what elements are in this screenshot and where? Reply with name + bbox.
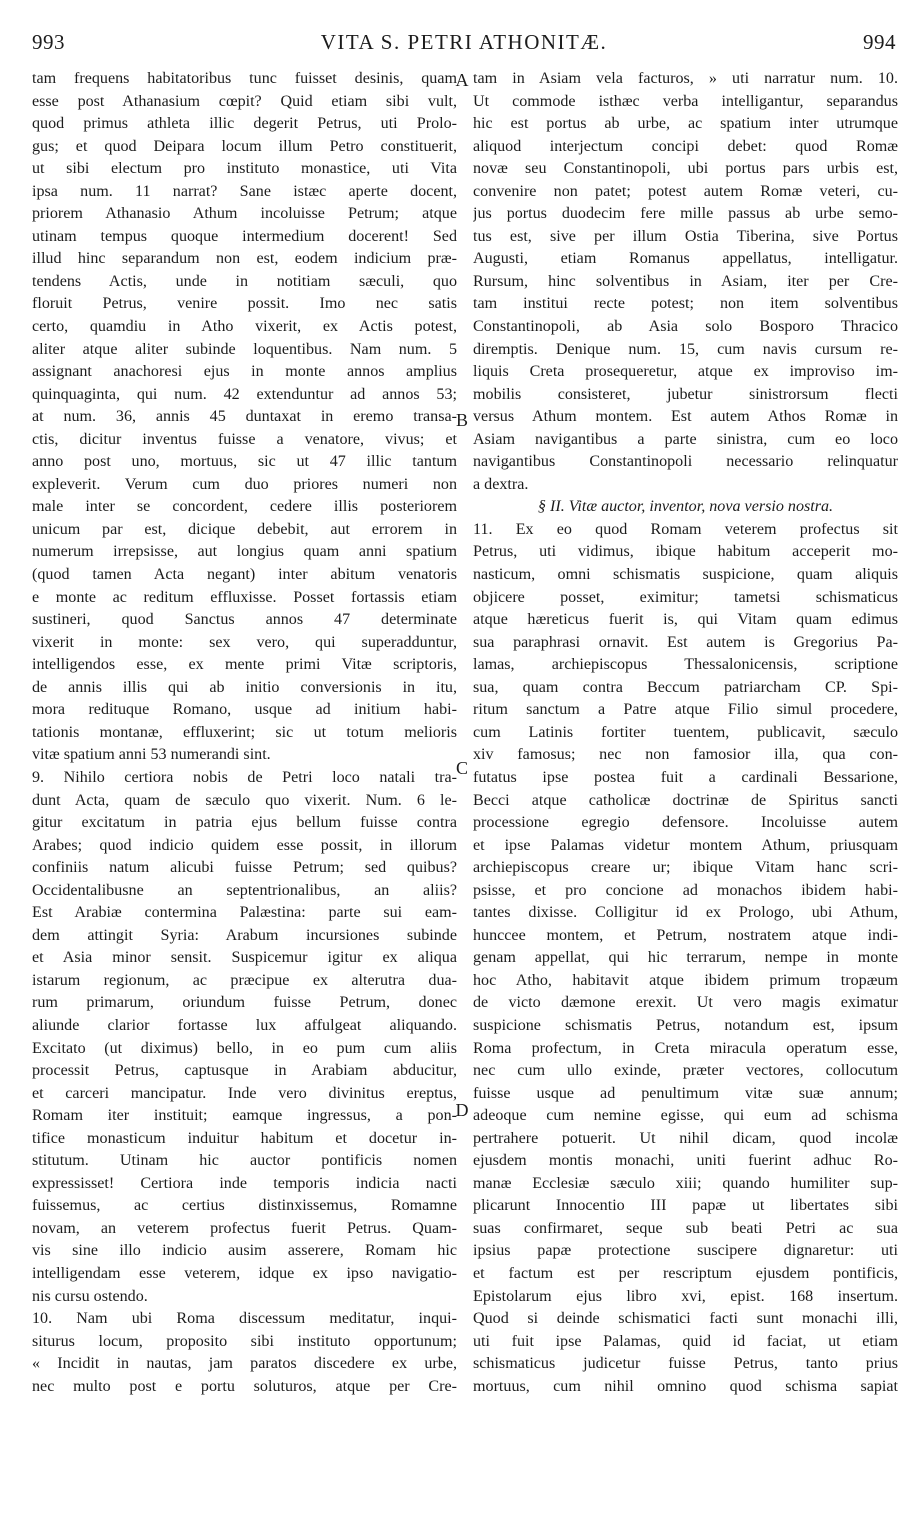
text-line: et ipse Palamas videtur montem Athum, priusquam xyxy=(473,836,898,854)
text-line: nec multo post e portu soluturos, atque per Cre- xyxy=(32,1377,457,1395)
text-line: uti fuit ipse Palamas, quid id faciat, ut etiam xyxy=(473,1332,898,1350)
text-line: liquis Creta prosequeretur, atque ex improviso im- xyxy=(473,363,898,381)
text-line: navigantibus Constantinopoli necessario relinquatur xyxy=(473,453,898,471)
text-line: gitur excitatum in patria ejus bellum fuisse contra xyxy=(32,814,457,832)
text-line: et carceri mancipatur. Inde vero divinitus ereptus, xyxy=(32,1084,457,1102)
text-line: numerum irrepsisse, aut longius quam anni spatium xyxy=(32,543,457,561)
text-line: 10. Nam ubi Roma discessum meditatur, inqui- xyxy=(32,1310,457,1328)
text-line: a dextra. xyxy=(473,475,529,493)
text-line: ipsa num. 11 narrat? Sane istæc aperte docent, xyxy=(32,182,457,200)
text-line: utinam tempus quoque intermedium docerent! Sed xyxy=(32,227,457,245)
text-line: Augusti, etiam Romanus appellatus, intelligatur. xyxy=(473,250,898,268)
text-line: quod primus athleta illic degerit Petrus, uti Prolo- xyxy=(32,115,457,133)
page-number-left: 993 xyxy=(32,30,65,54)
text-line: Epistolarum ejus libro xvi, epist. 168 insertum. xyxy=(473,1287,898,1305)
text-line: fuisse usque ad penultimum vitæ suæ annum; xyxy=(473,1084,898,1102)
text-line: at num. 36, annis 45 duntaxat in eremo transa- xyxy=(32,408,457,426)
margin-letter: C xyxy=(455,758,468,778)
margin-letter: B xyxy=(455,410,468,430)
text-line: ejusdem montis monachi, uniti fuerint adhuc Ro- xyxy=(473,1152,898,1170)
text-line: Roma profectum, in Creta miracula operatum esse, xyxy=(473,1039,898,1057)
text-line: hunccee montem, et Petrum, nostratem atque indi- xyxy=(473,926,898,944)
text-line: ipsius papæ protectione suscipere dignaretur: uti xyxy=(473,1242,898,1260)
text-line: psisse, et pro concione ad monachos ibidem habi- xyxy=(473,881,898,899)
text-line: jus portus duodecim fere mille passus ab urbe semo- xyxy=(473,205,898,223)
text-line: sua, quam contra Beccum patriarcham CP. Spi- xyxy=(473,678,898,696)
text-line: tendens Actis, unde in notitiam sæculi, quo xyxy=(32,272,457,290)
text-line: Occidentalibusne an septentrionalibus, an aliis? xyxy=(32,881,457,899)
text-line: tationis montanæ, effluxerint; sic ut totum melioris xyxy=(32,723,457,741)
margin-letter: A xyxy=(455,70,469,90)
text-line: quinquaginta, qui num. 42 extenduntur ad annos 53; xyxy=(32,385,457,403)
text-line: « Incidit in nautas, jam paratos discedere ex urbe, xyxy=(32,1355,457,1373)
text-line: unicum par est, dicique debebit, aut errorem in xyxy=(32,520,457,538)
text-line: hic est portus ab urbe, ac spatium inter utrumque xyxy=(473,115,898,133)
text-line: tam institui recte potest; non item solventibus xyxy=(473,295,898,313)
text-line: expressisset! Certiora inde temporis indicia nacti xyxy=(32,1174,457,1192)
text-line: vis sine illo indicio ausim asserere, Romam hic xyxy=(32,1242,457,1260)
text-line: suas confirmaret, seque sub beati Petri ac sua xyxy=(473,1219,898,1237)
text-line: archiepiscopus creare ur; ibique Vitam hanc scri- xyxy=(473,859,898,877)
text-line: xiv famosus; nec non famosior illa, qua con- xyxy=(473,746,898,764)
text-line: § II. Vitæ auctor, inventor, nova versio nostra. xyxy=(537,498,834,516)
page-number-right: 994 xyxy=(862,30,896,54)
text-line: pertrahere potuerit. Ut nihil dicam, quod incolæ xyxy=(473,1129,898,1147)
text-line: aliunde clarior fortasse lux affulgeat aliquando. xyxy=(32,1016,457,1034)
text-line: fuissemus, ac certius distinxissemus, Romamne xyxy=(32,1197,457,1215)
text-line: floruit Petrus, venire possit. Imo nec satis xyxy=(32,295,457,313)
text-line: assignant anachoresi ejus in monte annos amplius xyxy=(32,363,457,381)
text-line: schismaticus judicetur fuisse Petrus, tanto prius xyxy=(473,1355,898,1373)
text-line: futatus ipse postea fuit a cardinali Bessarione, xyxy=(473,768,898,786)
text-line: esse post Athanasium cœpit? Quid etiam sibi vult, xyxy=(32,92,457,110)
text-line: ctis, dicitur inventus fuisse a venatore, vivus; et xyxy=(32,430,457,448)
text-line: illud hinc separandum non est, eodem indicium præ- xyxy=(32,250,457,268)
left-text-column xyxy=(32,68,457,1398)
text-line: Quod si deinde schismatici facti sunt monachi illi, xyxy=(473,1310,898,1328)
text-line: aliquod interjectum concipi debet: quod Romæ xyxy=(473,137,898,155)
text-line: adeoque cum nemine egisse, qui eum ad schisma xyxy=(473,1107,898,1125)
text-line: rum primarum, oriundum fuisse Petrum, donec xyxy=(32,994,457,1012)
text-line: genam appellat, qui hic terrarum, nempe in monte xyxy=(473,949,898,967)
text-line: Rursum, hinc solventibus in Asiam, iter per Cre- xyxy=(473,272,898,290)
text-line: confiniis natum alicubi fuisse Petrum; sed quibus? xyxy=(32,859,457,877)
text-line: Asiam navigantibus a parte sinistra, cum eo loco xyxy=(473,430,898,448)
text-line: stitutum. Utinam hic auctor pontificis nomen xyxy=(32,1152,457,1170)
text-line: Arabes; quod indicio quidem esse possit, in illorum xyxy=(32,836,457,854)
text-line: Ut commode isthæc verba intelligantur, separandus xyxy=(473,92,898,110)
text-line: objicere posset, eximitur; tametsi schismaticus xyxy=(473,588,898,606)
text-line: dem attingit Syria: Arabum incursiones subinde xyxy=(32,926,457,944)
text-line: sua paraphrasi ornavit. Est autem is Gregorius Pa- xyxy=(473,633,898,651)
running-title: VITA S. PETRI ATHONITÆ. xyxy=(320,30,608,54)
text-line: dunt Acta, quam de sæculo quo vixerit. Num. 6 le- xyxy=(32,791,457,809)
text-line: cum Latinis fortiter tuentem, publicavit, sæculo xyxy=(473,723,898,741)
text-line: plicarunt Innocentio III papæ ut libertates sibi xyxy=(473,1197,898,1215)
text-line: tantes dixisse. Colligitur id ex Prologo, ubi Athum, xyxy=(473,904,898,922)
text-line: tifice monasticum induitur habitum et docetur in- xyxy=(32,1129,457,1147)
text-line: mortuus, cum nihil omnino quod schisma sapiat xyxy=(473,1377,898,1395)
text-line: lamas, archiepiscopus Thessalonicensis, scriptione xyxy=(473,656,898,674)
text-line: nec cum ullo exinde, præter vectores, collocutum xyxy=(473,1062,898,1080)
text-line: processit Petrus, captusque in Arabiam abducitur, xyxy=(32,1062,457,1080)
text-line: vixerit in monte: sex vero, qui superadduntur, xyxy=(32,633,457,651)
text-line: sustineri, quod Sanctus annos 47 determinate xyxy=(32,611,457,629)
text-line: Petrus, uti vidimus, ibique habitum acceperit mo- xyxy=(473,543,898,561)
text-line: siturus locum, proposito sibi instituto opportunum; xyxy=(32,1332,457,1350)
text-line: processione egregio defensore. Incoluisse autem xyxy=(473,814,898,832)
text-line: 11. Ex eo quod Romam veterem profectus sit xyxy=(473,520,898,538)
margin-letter: D xyxy=(455,1100,469,1120)
text-line: versus Athum montem. Est autem Athos Romæ in xyxy=(473,408,898,426)
text-line: nasticum, omni schismatis suspicione, quam aliquis xyxy=(473,566,898,584)
text-line: anno post uno, mortuus, sic ut 47 illic tantum xyxy=(32,453,457,471)
text-line: novæ seu Constantinopoli, ubi portus pars urbis est, xyxy=(473,160,898,178)
text-line: (quod tamen Acta negant) inter abitum venatoris xyxy=(32,566,457,584)
text-line: manæ Ecclesiæ sæculo xiii; quando humiliter sup- xyxy=(473,1174,898,1192)
text-line: vitæ spatium anni 53 numerandi sint. xyxy=(32,746,271,764)
text-line: Excitato (ut diximus) bello, in eo pum cum aliis xyxy=(32,1039,457,1057)
right-text-column xyxy=(473,68,898,1398)
text-line: 9. Nihilo certiora nobis de Petri loco natali tra- xyxy=(32,768,457,786)
text-line: atque hæreticus fuerit is, qui Vitam quam edimus xyxy=(473,611,898,629)
text-line: tam frequens habitatoribus tunc fuisset desinis, quam xyxy=(32,70,457,87)
text-line: Constantinopoli, ab Asia solo Bosporo Thracico xyxy=(473,318,898,336)
text-line: hoc Atho, habitavit atque ibidem primum tropæum xyxy=(473,971,898,989)
text-line: aliter atque aliter subinde loquentibus. Nam num. 5 xyxy=(32,340,457,358)
text-line: tus est, sive per illum Ostia Tiberina, sive Portus xyxy=(473,227,898,245)
text-line: diremptis. Denique num. 15, cum navis cursum re- xyxy=(473,340,898,358)
text-line: tam in Asiam vela facturos, » uti narratur num. 10. xyxy=(473,70,898,87)
text-line: male inter se concordent, cedere illis posteriorem xyxy=(32,498,457,516)
text-line: mora redituque Romano, usque ad initium habi- xyxy=(32,701,457,719)
text-line: certo, quamdiu in Atho vixerit, ex Actis potest, xyxy=(32,318,457,336)
text-line: priorem Athanasio Athum incoluisse Petrum; atque xyxy=(32,205,457,223)
text-line: ritum sanctum a Patre atque Filio simul procedere, xyxy=(473,701,898,719)
text-line: et Asia minor sensit. Suspicemur igitur ex aliqua xyxy=(32,949,457,967)
text-line: intelligendam esse veterem, idque ex ipso navigatio- xyxy=(32,1264,457,1282)
text-line: suspicione schismatis Petrus, notandum est, ipsum xyxy=(473,1016,898,1034)
text-line: gus; et quod Deipara locum illum Petro constituerit, xyxy=(32,137,457,155)
text-line: nis cursu ostendo. xyxy=(32,1287,148,1305)
text-line: Romam iter instituit; eamque ingressus, a pon- xyxy=(32,1107,457,1125)
text-line: ut sibi electum pro instituto monastice, uti Vita xyxy=(32,160,457,178)
text-line: e monte ac reditum effluxisse. Posset fortassis etiam xyxy=(32,588,457,606)
text-line: istarum regionum, ac præcipue ex alterutra dua- xyxy=(32,971,457,989)
text-line: expleverit. Verum cum duo priores numeri non xyxy=(32,475,457,493)
page-header xyxy=(32,30,896,60)
text-line: de annis illis qui ab initio conversionis in itu, xyxy=(32,678,457,696)
text-line: mobilis consisteret, jubetur sinistrorsum flecti xyxy=(473,385,898,403)
text-line: intelligendos esse, ex mente primi Vitæ scriptoris, xyxy=(32,656,457,674)
text-line: Est Arabiæ contermina Palæstina: parte sui eam- xyxy=(32,904,457,922)
text-line: et factum est per rescriptum ejusdem pontificis, xyxy=(473,1264,898,1282)
text-line: de victo dæmone erexit. Ut vero magis eximatur xyxy=(473,994,898,1012)
text-line: Becci atque catholicæ doctrinæ de Spiritus sancti xyxy=(473,791,898,809)
text-line: convenire non patet; potest autem Romæ veteri, cu- xyxy=(473,182,898,200)
text-line: novam, an veterem profectus fuerit Petrus. Quam- xyxy=(32,1219,457,1237)
